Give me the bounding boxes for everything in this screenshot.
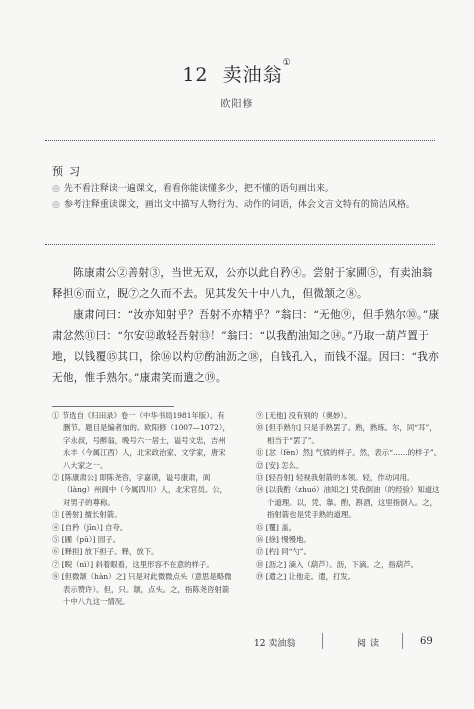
footnote: ⑥ [释担] 放下担子。释，放下。 <box>52 547 159 557</box>
footnote: ⑰ [杓] 同“勺”。 <box>256 547 311 557</box>
footnote: ⑯ [徐] 慢慢地。 <box>256 535 311 545</box>
divider-top <box>45 140 435 141</box>
main-text <box>52 263 442 389</box>
paragraph: 陈康肃公②善射③，当世无双，公亦以此自矜④。尝射于家圃⑤，有卖油翁释担⑥而立，睨⑦之久而不去。见其发矢十中八九，但微颔之⑧。 <box>52 267 433 300</box>
footer-divider <box>322 633 323 649</box>
footnote: ③ [善射] 擅长射箭。 <box>52 510 122 520</box>
footnotes-right <box>256 410 442 584</box>
bullet-icon: ◎ <box>52 200 60 210</box>
preview-item-text: 参考注释重读课文，画出文中描写人物行为、动作的词语，体会文言文特有的简洁风格。 <box>63 200 415 210</box>
preview-heading: 预习 <box>52 165 86 178</box>
preview-item-text: 先不看注释读一遍课文，看看你能读懂多少，把不懂的语句画出来。 <box>63 184 334 194</box>
preview-item <box>52 197 422 213</box>
footnote: ⑤ [圃（pǔ）] 园子。 <box>52 535 120 545</box>
footnote: ⑫ [安] 怎么。 <box>256 460 304 470</box>
title-footnote-mark: ① <box>282 58 292 68</box>
footnote: ⑧ [但微颔（hàn）之] 只是对此微微点头（意思是略微表示赞许）。但，只。颔，点头。之，指陈尧咨射箭十中八九这一情况。 <box>52 572 232 607</box>
footnote: ① 节选自《归田录》卷一（中华书局1981年版）。有删节。题目是编者加的。欧阳修（1007—1072），字永叔，号醉翁，晚号六一居士，谥号文忠，吉州永丰（今属江西）人，北宋政治家、文学家，唐宋八大家之一。 <box>52 411 230 470</box>
footnote: ⑬ [轻吾射] 轻视我射箭的本领。轻，作动词用。 <box>256 473 415 483</box>
lesson-title-text: 卖油翁 <box>222 64 283 86</box>
footer-section-title: 12 卖油翁 <box>254 639 296 649</box>
paragraph: 康肃问曰：“汝亦知射乎？吾射不亦精乎？”翁曰：“无他⑨，但手熟尔⑩。”康肃忿然⑪曰：“尔安⑫敢轻吾射⑬！”翁曰：“以我酌油知之⑭。”乃取一葫芦置于地，以钱覆⑮其口，徐⑯以杓⑰酌油沥之⑱，自钱孔入，而钱不湿。因曰：“我亦无他，惟手熟尔。”康肃笑而遣之⑲。 <box>52 309 440 384</box>
footnote: ④ [自矜（jīn）] 自夸。 <box>52 522 128 532</box>
page-number: 69 <box>420 636 433 647</box>
author-name: 欧阳修 <box>220 99 254 110</box>
footnotes-left <box>52 410 232 609</box>
footnote: ⑦ [睨（nì）] 斜着眼看，这里形容不在意的样子。 <box>52 559 214 569</box>
footnote: ⑱ [沥之] 滴入（葫芦）。沥，下滴。之，指葫芦。 <box>256 559 418 569</box>
footnote: ⑭ [以我酌（zhuó）油知之] 凭我倒油（的经验）知道这个道理。以，凭、靠。酌，斟酒，这里指倒入。之，指射箭也是凭手熟的道理。 <box>256 485 440 520</box>
preview-item <box>52 181 422 197</box>
footnote: ⑲ [遣之] 让他走。遣，打发。 <box>256 572 356 582</box>
lesson-number: 12 <box>182 64 209 86</box>
footnote: ⑨ [无他] 没有别的（奥妙）。 <box>256 411 352 420</box>
lesson-title <box>0 60 474 87</box>
footer-divider <box>402 633 403 649</box>
footnote: ⑪ [忿（fèn）然] 气愤的样子。然，表示“……的样子”。 <box>256 448 442 458</box>
footnote-rule <box>52 406 174 407</box>
footnote: ⑩ [但手熟尔] 只是手熟罢了。熟，熟练。尔，同“耳”，相当于“罢了”。 <box>256 423 437 445</box>
divider-bottom <box>45 244 435 245</box>
footnote: ② [陈康肃公] 即陈尧咨，字嘉谟，谥号康肃，阆（làng）州阆中（今属四川）人，北宋官员。公，对男子的尊称。 <box>52 473 228 507</box>
footer-part-label: 阅读 <box>357 639 384 649</box>
bullet-icon: ◎ <box>52 184 60 194</box>
footnote: ⑮ [覆] 盖。 <box>256 522 297 532</box>
